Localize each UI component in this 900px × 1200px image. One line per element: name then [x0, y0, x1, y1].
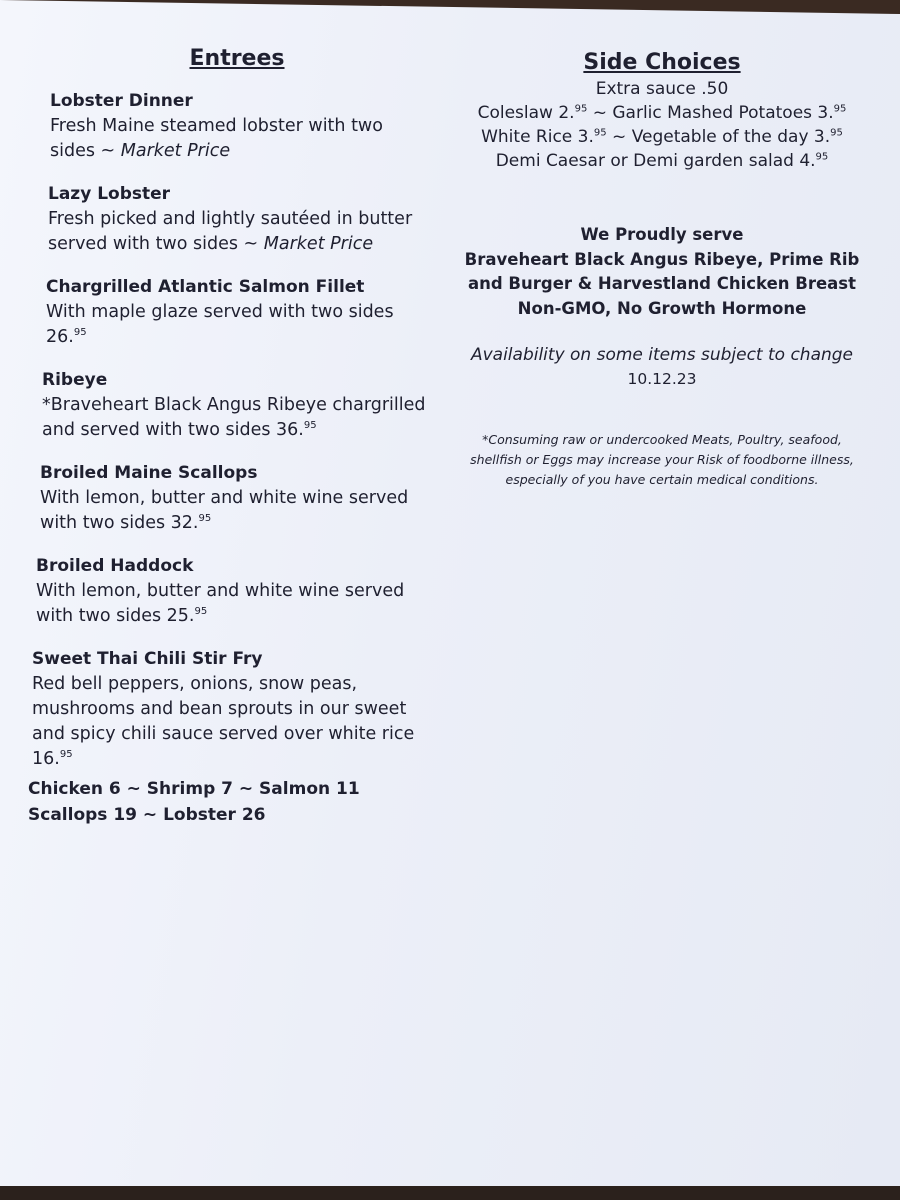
addon-line: Scallops 19 ~ Lobster 26 — [28, 805, 266, 825]
menu-item-scallops — [40, 463, 432, 536]
side-line: Coleslaw 2.95 ~ Garlic Mashed Potatoes 3.95 — [477, 103, 847, 123]
availability-note: Availability on some items subject to change — [470, 345, 854, 365]
stir-fry-addons — [28, 776, 432, 828]
item-title: Sweet Thai Chili Stir Fry — [32, 649, 263, 669]
menu-item-lobster-dinner — [50, 91, 432, 164]
item-description: With lemon, butter and white wine served with two sides 32.95 — [40, 488, 409, 533]
item-description: Fresh picked and lightly sautéed in butter served with two sides ~ Market Price — [48, 209, 413, 254]
menu-item-haddock — [36, 556, 432, 629]
item-description: With maple glaze served with two sides 26.95 — [46, 302, 394, 347]
warning-line: *Consuming raw or undercooked Meats, Poultry, seafood, — [482, 432, 842, 447]
item-title: Lobster Dinner — [50, 91, 193, 111]
menu-item-salmon — [46, 277, 432, 350]
item-title: Chargrilled Atlantic Salmon Fillet — [46, 277, 365, 297]
sides-heading: Side Choices — [583, 50, 741, 75]
extra-sauce: Extra sauce .50 — [595, 79, 729, 99]
market-price: Market Price — [263, 234, 374, 254]
entrees-column — [22, 46, 432, 828]
item-description: Fresh Maine steamed lobster with two sides ~ Market Price — [50, 116, 383, 161]
menu-item-ribeye — [42, 370, 432, 443]
menu-item-stir-fry — [32, 649, 432, 772]
menu-item-lazy-lobster — [48, 184, 432, 257]
item-title: Lazy Lobster — [48, 184, 171, 204]
table-edge — [0, 1186, 900, 1200]
serve-line: and Burger & Harvestland Chicken Breast — [468, 274, 856, 293]
item-description: Red bell peppers, onions, snow peas, mushrooms and bean sprouts in our sweet and spicy chili sauce served over white rice 16.95 — [32, 674, 415, 769]
proudly-serve-block — [462, 223, 862, 321]
sides-column — [462, 50, 862, 490]
item-title: Ribeye — [42, 370, 108, 390]
side-line: White Rice 3.95 ~ Vegetable of the day 3.95 — [481, 127, 843, 147]
side-line: Demi Caesar or Demi garden salad 4.95 — [495, 151, 829, 171]
menu-date: 10.12.23 — [627, 370, 697, 388]
table-background — [0, 0, 900, 14]
addon-line: Chicken 6 ~ Shrimp 7 ~ Salmon 11 — [28, 779, 360, 799]
warning-line: especially of you have certain medical conditions. — [505, 472, 819, 487]
warning-line: shellfish or Eggs may increase your Risk of foodborne illness, — [470, 452, 854, 467]
market-price: Market Price — [120, 141, 231, 161]
serve-line: We Proudly serve — [580, 225, 744, 244]
serve-line: Braveheart Black Angus Ribeye, Prime Rib — [464, 249, 860, 269]
item-description: With lemon, butter and white wine served with two sides 25.95 — [36, 581, 405, 626]
serve-line: Non-GMO, No Growth Hormone — [517, 298, 807, 318]
item-description: *Braveheart Black Angus Ribeye chargrilled and served with two sides 36.95 — [42, 395, 426, 440]
consumer-warning — [462, 430, 862, 490]
item-title: Broiled Maine Scallops — [40, 463, 258, 483]
entrees-heading: Entrees — [189, 46, 285, 71]
item-title: Broiled Haddock — [36, 556, 194, 576]
